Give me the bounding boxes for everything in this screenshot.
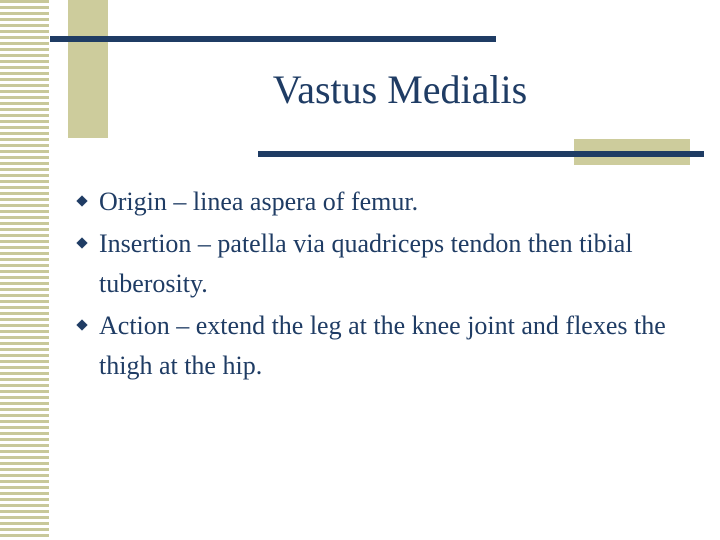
title-rule-bottom xyxy=(258,151,704,157)
decorative-title-block xyxy=(68,0,108,138)
bullet-text: Action – extend the leg at the knee joint and flexes the thigh at the hip. xyxy=(99,311,666,380)
bullet-item-insertion xyxy=(76,224,691,304)
bullet-list xyxy=(76,182,691,388)
decorative-stripe-band xyxy=(0,0,52,540)
bullet-item-origin xyxy=(76,182,691,222)
diamond-bullet-icon xyxy=(76,319,87,330)
title-rule-top xyxy=(50,36,496,42)
slide-title: Vastus Medialis xyxy=(272,67,528,112)
diamond-bullet-icon xyxy=(76,237,87,248)
bullet-text: Insertion – patella via quadriceps tendon then tibial tuberosity. xyxy=(99,229,633,298)
diamond-bullet-icon xyxy=(76,195,87,206)
bullet-text: Origin – linea aspera of femur. xyxy=(99,187,419,216)
bullet-item-action xyxy=(76,306,691,386)
